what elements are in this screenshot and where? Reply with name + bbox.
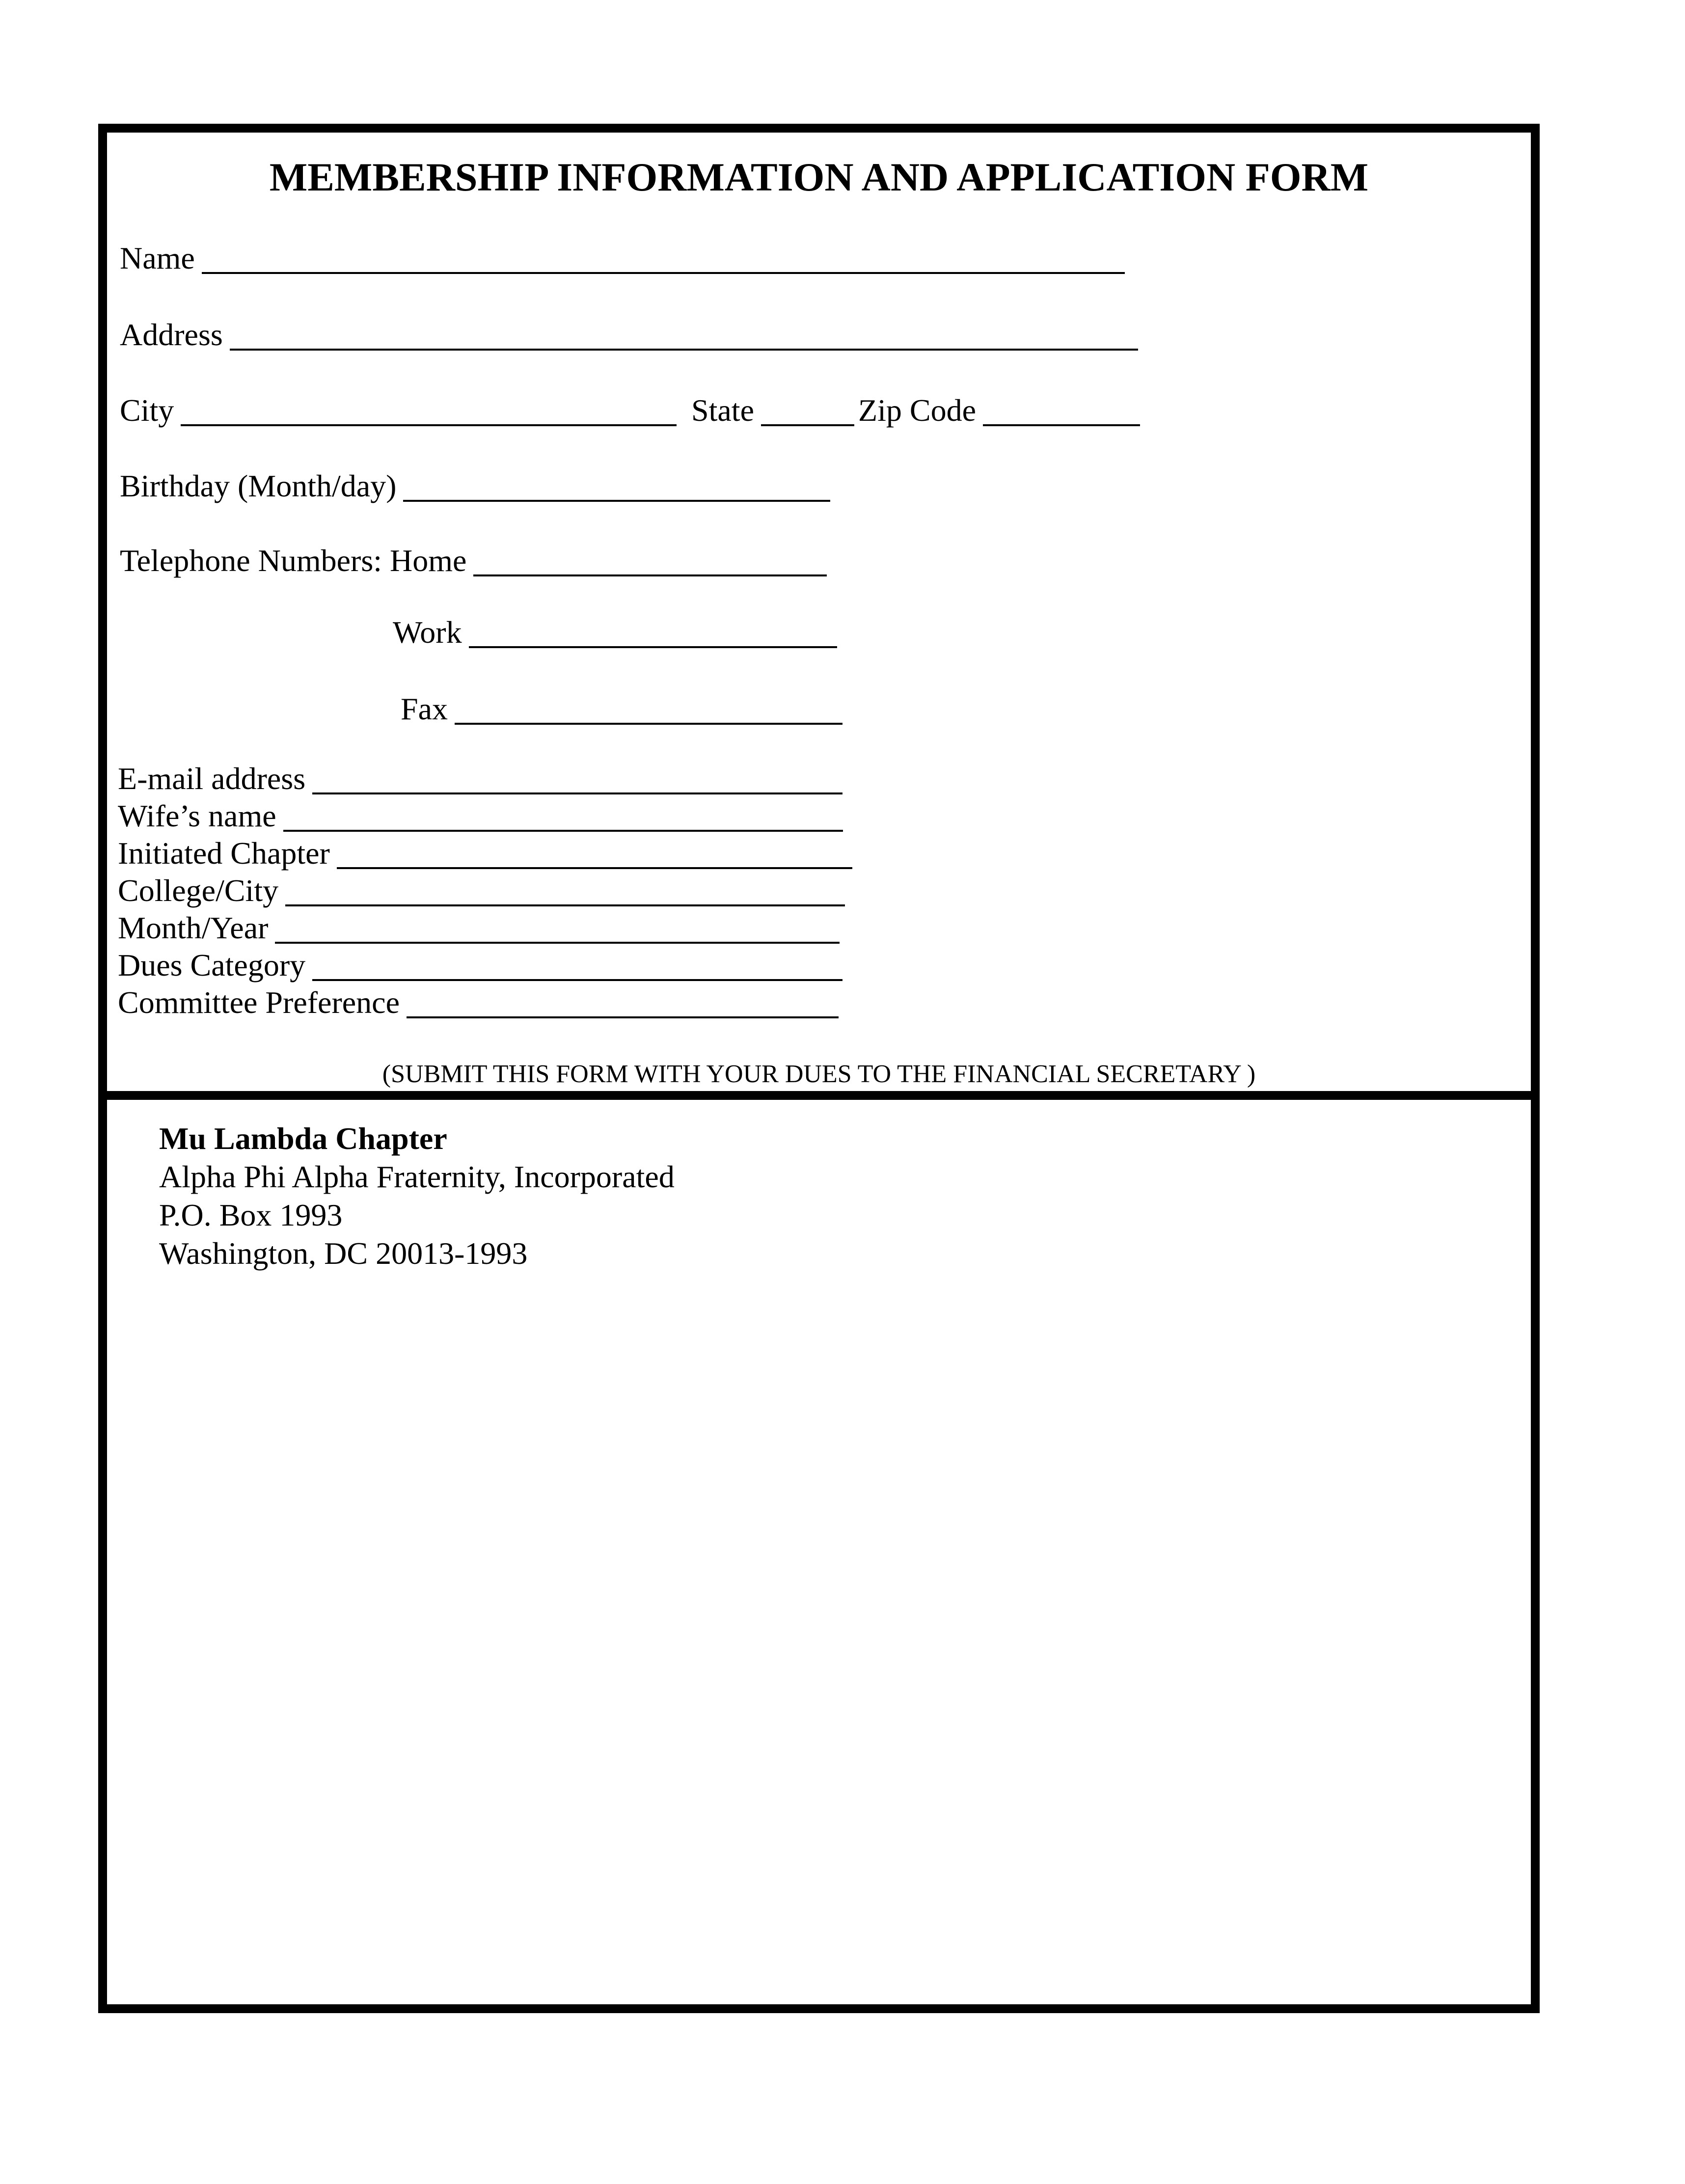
city-state-zip: Washington, DC 20013-1993 xyxy=(159,1236,528,1271)
chapter-name: Mu Lambda Chapter xyxy=(159,1121,447,1156)
phone-work-line[interactable] xyxy=(469,646,837,648)
address-field[interactable] xyxy=(120,311,1138,351)
birthday-field[interactable] xyxy=(120,463,830,502)
email-label: E-mail address xyxy=(118,761,306,796)
phone-home-field[interactable] xyxy=(120,537,827,576)
month-year-field[interactable] xyxy=(118,904,840,944)
dues-category-field[interactable] xyxy=(118,942,842,981)
zip-field[interactable] xyxy=(858,387,1140,426)
address-line[interactable] xyxy=(230,349,1138,351)
fax-field[interactable] xyxy=(401,685,842,725)
fax-line[interactable] xyxy=(455,723,842,725)
zip-line[interactable] xyxy=(983,424,1140,426)
month-year-label: Month/Year xyxy=(118,910,269,945)
city-line[interactable] xyxy=(181,424,677,426)
college-city-label: College/City xyxy=(118,873,279,908)
state-field[interactable] xyxy=(691,387,854,426)
state-label: State xyxy=(691,393,754,428)
phone-home-line[interactable] xyxy=(473,574,827,576)
fax-label: Fax xyxy=(401,691,448,726)
dues-category-label: Dues Category xyxy=(118,948,306,983)
phone-work-field[interactable] xyxy=(393,609,837,648)
college-city-field[interactable] xyxy=(118,867,845,906)
initiated-chapter-label: Initiated Chapter xyxy=(118,836,330,871)
name-field[interactable] xyxy=(120,235,1125,274)
wife-field[interactable] xyxy=(118,792,843,832)
committee-preference-line[interactable] xyxy=(407,1016,839,1018)
phone-work-label: Work xyxy=(393,615,462,650)
form-frame xyxy=(98,124,1540,2013)
birthday-line[interactable] xyxy=(403,500,830,502)
state-line[interactable] xyxy=(761,424,854,426)
mailing-address xyxy=(159,1119,675,1273)
address-label: Address xyxy=(120,317,223,352)
wife-label: Wife’s name xyxy=(118,798,276,833)
submit-instruction: (SUBMIT THIS FORM WITH YOUR DUES TO THE FINANCIAL SECRETARY ) xyxy=(382,1060,1256,1088)
committee-preference-field[interactable] xyxy=(118,979,839,1018)
name-label: Name xyxy=(120,241,195,275)
initiated-chapter-field[interactable] xyxy=(118,830,852,869)
form-title: MEMBERSHIP INFORMATION AND APPLICATION FORM xyxy=(269,155,1369,199)
city-label: City xyxy=(120,393,174,428)
city-field[interactable] xyxy=(120,387,677,426)
name-line[interactable] xyxy=(202,272,1125,274)
po-box: P.O. Box 1993 xyxy=(159,1198,343,1232)
committee-preference-label: Committee Preference xyxy=(118,985,400,1020)
birthday-label: Birthday (Month/day) xyxy=(120,468,397,503)
organization-name: Alpha Phi Alpha Fraternity, Incorporated xyxy=(159,1159,675,1194)
zip-label: Zip Code xyxy=(858,393,976,428)
email-field[interactable] xyxy=(118,755,842,794)
section-divider xyxy=(103,1091,1535,1100)
phone-home-label: Telephone Numbers: Home xyxy=(120,543,467,578)
